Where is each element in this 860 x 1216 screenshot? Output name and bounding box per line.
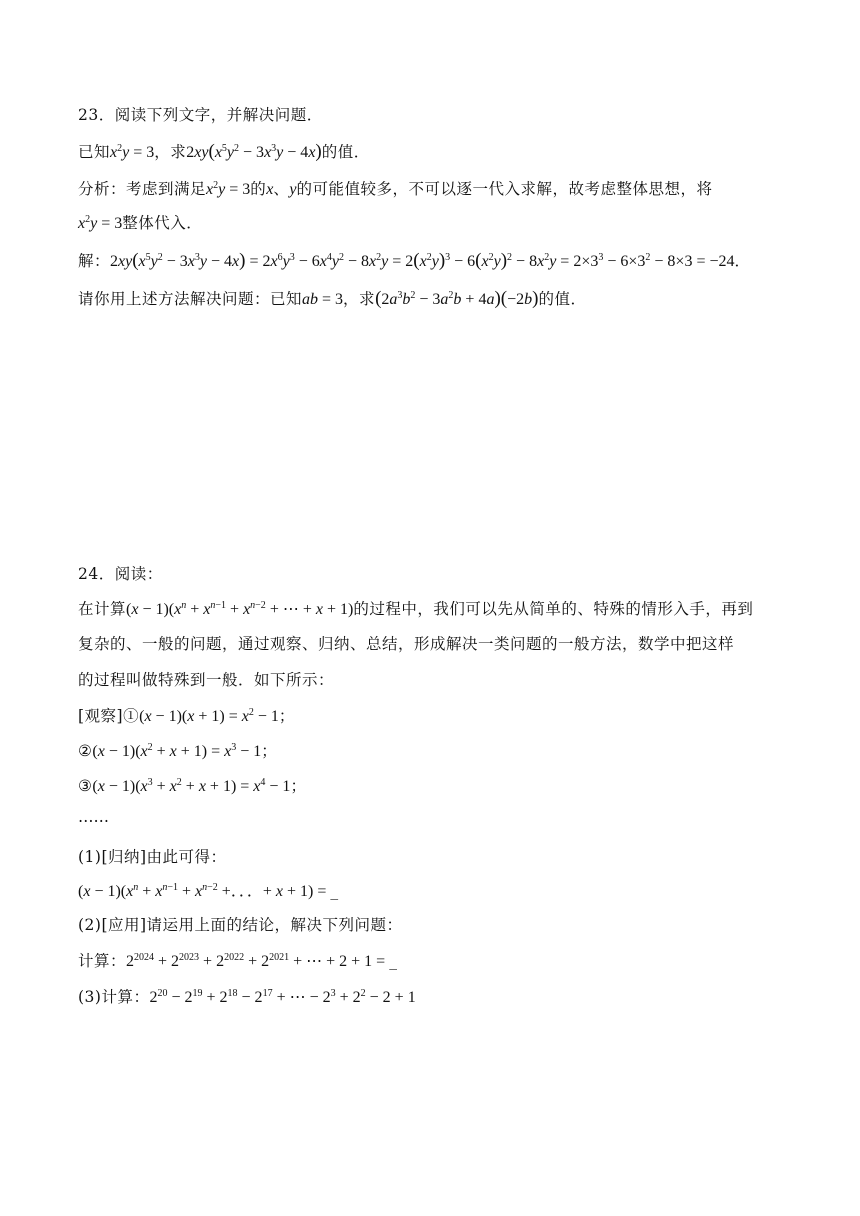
q24-intro-prefix: 在计算 xyxy=(78,600,127,618)
q23-task-ask: ，求 xyxy=(343,290,376,308)
math-x2y-eq-3: $x^2y = 3$ xyxy=(206,180,251,198)
math-x2y-eq-3: $x^2y = 3$ xyxy=(78,214,123,232)
math-part3: $2^{20} - 2^{19} + 2^{18} - 2^{17}$ + ⋯ − $2^3 + 2^2 - 2 + 1$ xyxy=(149,988,416,1006)
q23-analysis-line2-tail: 整体代入． xyxy=(122,214,203,232)
q23-task-prefix: 请你用上述方法解决问题：已知 xyxy=(78,290,303,308)
q23-title: 23．阅读下列文字，并解决问题． xyxy=(78,106,323,124)
math-observe-1: $(x - 1)(x + 1) = x^2 - 1$ xyxy=(139,707,279,725)
q23-analysis-line2 xyxy=(78,212,202,235)
q23-given-tail: 的值． xyxy=(321,143,370,161)
q24-part3 xyxy=(78,986,416,1009)
q24-intro-line1 xyxy=(78,598,753,621)
q23-given xyxy=(78,141,370,164)
q23-analysis-prefix: 分析：考虑到满足 xyxy=(78,180,207,198)
q24-observe-label: [观察]① xyxy=(78,707,140,725)
q24-part2-blank[interactable]: _ xyxy=(389,952,397,970)
q23-solution-prefix: 解： xyxy=(78,252,111,270)
q23-analysis-mid1: 的 xyxy=(250,180,267,198)
math-task-expression: $(2a^3b^2 - 3a^2b + 4a)(-2b)$ xyxy=(375,288,539,309)
q24-observe-3: ③(x − $1)(x^3 + x^2 + x + 1) = x^4 - 1$； xyxy=(78,777,307,795)
q23-analysis-mid3: 的可能值较多，不可以逐一代入求解，故考虑整体思想，将 xyxy=(296,180,713,198)
q24-observe-2: ②(x − $1)(x^2 + x + 1) = x^3 - 1$； xyxy=(78,742,278,760)
q24-observe-1: [观察]①(x − $1)(x + 1) = x^2 - 1$； xyxy=(78,707,295,725)
math-x: x xyxy=(266,181,274,198)
q24-part2-label: (2)[应用]请运用上面的结论，解决下列问题： xyxy=(78,916,403,934)
q24-intro-line2: 复杂的、一般的问题，通过观察、归纳、总结，形成解决一类问题的一般方法，数学中把这样 xyxy=(78,635,735,653)
q24-intro-tail: 的过程中，我们可以先从简单的、特殊的情形入手，再到 xyxy=(353,600,754,618)
q24-obs3-label: ③ xyxy=(78,777,93,795)
q24-obs2-label: ② xyxy=(78,742,93,760)
q23-given-ask: ，求 xyxy=(154,143,187,161)
q24-title: 24．阅读： xyxy=(78,565,163,583)
q24-part1-label: (1)[归纳]由此可得： xyxy=(78,848,227,866)
q23-task xyxy=(78,288,586,311)
q24-part1-expression xyxy=(78,880,338,903)
math-y: y xyxy=(289,181,297,198)
math-part2: $2^{2024} + 2^{2023} + 2^{2022} + 2^{2021}$ + ⋯ + 2 + 1 = xyxy=(126,952,390,970)
q23-solution-period: ． xyxy=(734,252,751,270)
q24-part3-label: (3)计算： xyxy=(78,988,150,1006)
math-observe-3: $(x - 1)(x^3 + x^2 + x + 1) = x^4 - 1$ xyxy=(92,777,291,795)
q24-part2-calc-label: 计算： xyxy=(78,952,127,970)
math-observe-2: $(x - 1)(x^2 + x + 1) = x^3 - 1$ xyxy=(92,742,262,760)
q23-analysis-line1 xyxy=(78,178,713,201)
q23-given-prefix: 已知 xyxy=(78,143,111,161)
math-ab-eq-3: ab = 3 xyxy=(302,291,344,308)
math-expression-2xy: $2xy(x^5y^2 - 3x^3y - 4x)$ xyxy=(186,141,322,162)
q24-intro-line3: 的过程叫做特殊到一般．如下所示： xyxy=(78,671,335,689)
q23-analysis-mid2: 、 xyxy=(273,180,290,198)
q24-ellipsis: …… xyxy=(78,808,109,826)
math-x2y-eq-3: $x^2y = 3$ xyxy=(110,143,155,161)
math-solution-chain: $2xy(x^5y^2 - 3x^3y - 4x) = 2x^6y^3 - 6x^4y^2 - 8x^2y = 2(x^2y)^3 - 6(x^2y)^2 - 8x^2y = 2\times 3^3 - 6\times 3^2 - 8\times 3 = -24$ xyxy=(110,250,735,271)
math-general-product: $(x - 1)(x^n + x^{n-1} + x^{n-2}$ + ⋯ + x + 1) xyxy=(126,600,354,618)
math-part1: $(x - 1)(x^n + x^{n-1} + x^{n-2}$ +．．．+ x + 1) = xyxy=(78,882,331,900)
q24-part1-blank[interactable]: _ xyxy=(330,882,339,900)
q23-task-tail: 的值． xyxy=(538,290,587,308)
q24-part2-calc xyxy=(78,950,397,973)
q23-solution xyxy=(78,250,751,273)
